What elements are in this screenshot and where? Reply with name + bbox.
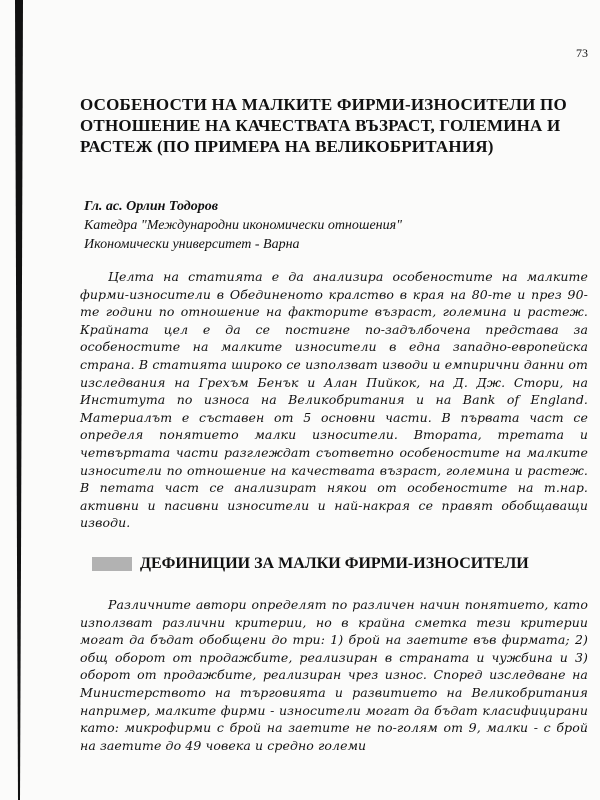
abstract-paragraph: Целта на статията е да анализира особеностите на малките фирми-износители в Обединеното кралство в края на 80-те и през 90-те години по отношение на факторите възраст, големина и растеж. Крайната цел е да се постигне по-задълбочена представа за особеностите на малките износители в една западно-европейска страна. В статията широко се използват изводи и емпирични данни от изследвания на Грехъм Бенък и Алан Пийкок, на Д. Дж. Стори, на Института по износа на Великобритания и на Bank of England. Материалът е съставен от 5 основни части. В първата част се определя понятието малки износители. Втората, третата и четвъртата части разглеждат съответно особеностите на малките износители по отношение на качествата възраст, големина и растеж. В петата част се анализират някои от особеностите на т.нар. активни и пасивни износители и най-накрая се правят обобщаващи изводи. (80, 269, 588, 531)
section-heading (92, 555, 592, 573)
author-block (84, 197, 584, 254)
abstract (80, 268, 588, 532)
author-department: Катедра "Международни икономически отношения" (84, 218, 402, 233)
left-margin-rule (12, 0, 26, 800)
section-marker (92, 557, 132, 571)
section-title: ДЕФИНИЦИИ ЗА МАЛКИ ФИРМИ-ИЗНОСИТЕЛИ (140, 555, 529, 572)
page-number: 73 (576, 46, 588, 60)
author-university: Икономически университет - Варна (84, 237, 300, 252)
section-body (80, 596, 588, 754)
author-name: Гл. ас. Орлин Тодоров (84, 199, 218, 214)
article-title: ОСОБЕНОСТИ НА МАЛКИТЕ ФИРМИ-ИЗНОСИТЕЛИ ПО ОТНОШЕНИЕ НА КАЧЕСТВАТА ВЪЗРАСТ, ГОЛЕМИНА И РАСТЕЖ (ПО ПРИМЕРА НА ВЕЛИКОБРИТАНИЯ) (80, 95, 567, 156)
body-paragraph: Различните автори определят по различен начин понятието, като използват различни критерии, но в крайна сметка тези критерии могат да бъдат обобщени до три: 1) брой на заетите във фирмата; 2) общ оборот от продажбите, реализиран в страната и чужбина и 3) оборот от продажбите, реализиран чрез износ. Според изследване на Министерството на търговията и развитието на Великобритания например, малките фирми - износители могат да бъдат класифицирани като: микрофирми с брой на заетите не по-голям от 9, малки - с брой на заетите до 49 човека и средно големи (80, 597, 588, 753)
